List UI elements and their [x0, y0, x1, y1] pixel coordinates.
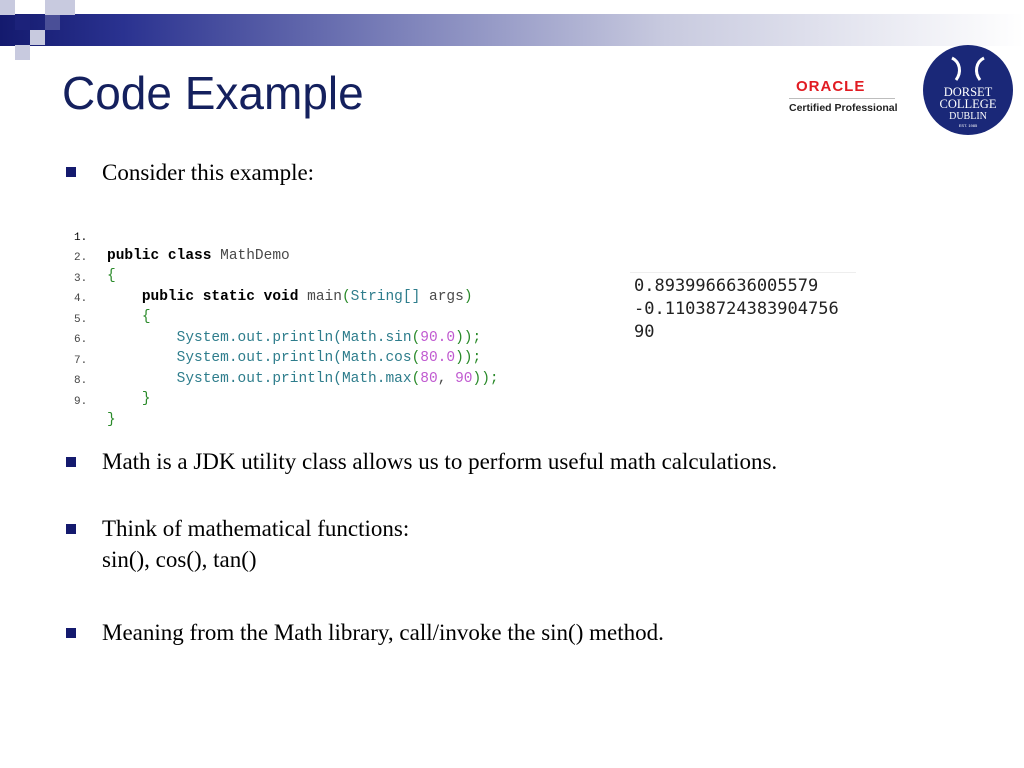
decorative-square: [0, 0, 15, 15]
logo-text-line3: DUBLIN: [949, 111, 987, 122]
logo-text-line2: COLLEGE: [939, 97, 997, 111]
logo-text-line1: DORSET: [943, 85, 993, 99]
code-line: [72, 236, 116, 284]
bullet-marker: [66, 167, 76, 177]
code-text: public class MathDemo: [107, 248, 290, 264]
bullet-marker: [66, 457, 76, 467]
bullet-text: Consider this example:: [102, 160, 315, 185]
output-line: 0.8939966636005579: [634, 276, 819, 296]
line-number: 7.: [74, 355, 88, 367]
decorative-square: [15, 15, 30, 30]
line-number: 4.: [74, 293, 88, 305]
bullet-text: Meaning from the Math library, call/invoke the sin() method.: [102, 620, 664, 645]
code-text: {: [107, 268, 116, 284]
decorative-square: [45, 0, 60, 15]
decorative-square: [30, 30, 45, 45]
code-line: [72, 359, 151, 407]
bullet-marker: [66, 628, 76, 638]
code-text: System.out.println(Math.max(80, 90));: [176, 371, 499, 387]
bullet-text: Math is a JDK utility class allows us to perform useful math calculations.: [102, 449, 778, 474]
decorative-square: [60, 0, 75, 15]
logo-est: EST. 1985: [958, 123, 978, 128]
oracle-divider: [789, 98, 895, 99]
oracle-wordmark: ORACLE: [796, 78, 866, 95]
code-line: [72, 380, 116, 428]
code-text: public static void main(String[] args): [141, 289, 473, 305]
code-line: [72, 257, 473, 305]
oracle-certified-text: Certified Professional: [789, 102, 898, 114]
output-line: 90: [634, 322, 655, 342]
line-number: 8.: [74, 375, 88, 387]
line-number: 5.: [74, 314, 88, 326]
line-number: 1.: [74, 232, 88, 244]
line-number: 2.: [74, 252, 88, 264]
code-line: [72, 216, 290, 264]
console-output: [630, 272, 856, 347]
code-text: }: [141, 391, 151, 407]
line-number: 3.: [74, 273, 88, 285]
line-number: 6.: [74, 334, 88, 346]
code-text: }: [107, 412, 116, 428]
code-text: System.out.println(Math.cos(80.0));: [176, 350, 482, 366]
code-text: System.out.println(Math.sin(90.0));: [176, 330, 482, 346]
header-gradient-bar: [0, 14, 1024, 46]
bullet-marker: [66, 524, 76, 534]
bullet-text: Think of mathematical functions:: [102, 516, 410, 541]
line-number: 9.: [74, 396, 88, 408]
decorative-square: [15, 45, 30, 60]
decorative-square: [45, 15, 60, 30]
oracle-certified-logo: [785, 78, 903, 118]
slide-title: Code Example: [62, 67, 364, 119]
output-line: -0.11038724383904756: [634, 299, 839, 319]
code-text: {: [141, 309, 151, 325]
bullet-text-continuation: sin(), cos(), tan(): [102, 547, 257, 572]
code-line: [72, 298, 482, 346]
code-line: [72, 277, 151, 325]
dorset-college-logo: [922, 44, 1014, 136]
